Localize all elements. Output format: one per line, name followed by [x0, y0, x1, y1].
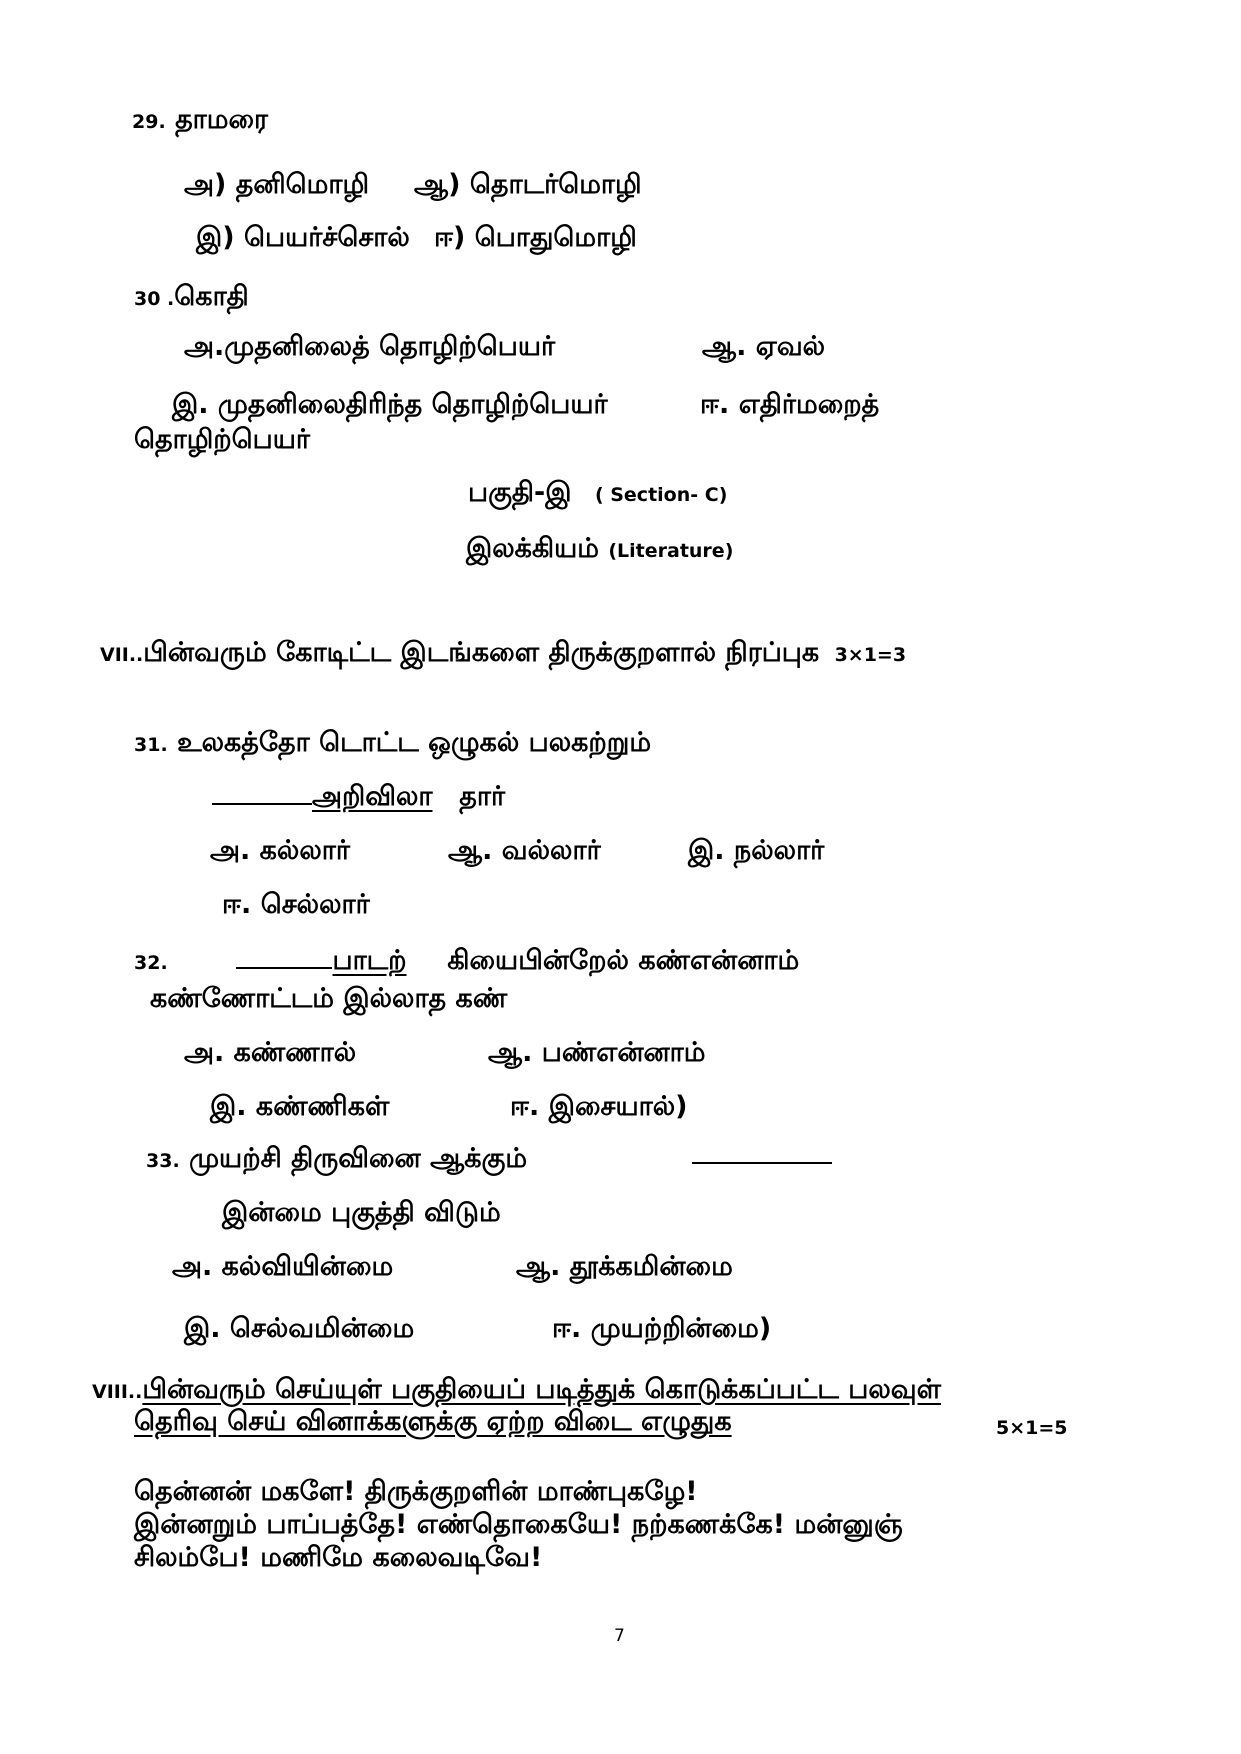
q32-option-i: இ. கண்ணிகள் [210, 1091, 390, 1122]
q32-line2: கண்ணோட்டம் இல்லாத கண் [150, 983, 508, 1014]
section-subtitle [466, 533, 733, 567]
part8-instruction-line1: பின்வரும் செய்யுள் பகுதியைப் படித்துக் கொடுக்கப்பட்ட பலவுள் [142, 1374, 941, 1405]
q31-text-line1: உலகத்தோ டொட்ட ஒழுகல் பலகற்றும் [177, 727, 652, 758]
q32-number: 32. [134, 952, 168, 974]
part7-roman: VII.. [100, 644, 144, 666]
part8-heading-line1 [92, 1374, 941, 1408]
q32-option-aa: ஆ. பண்என்னாம் [488, 1037, 706, 1068]
q29-option-i: இ) பெயர்ச்சொல் [196, 222, 410, 253]
part7-marks: 3×1=3 [834, 644, 907, 666]
q32-option-a: அ. கண்ணால் [184, 1037, 357, 1068]
part8-heading-line2 [134, 1406, 732, 1438]
poem-line2: இன்னறும் பாப்பத்தே! எண்தொகையே! நற்கணக்கே! மன்னுஞ் [134, 1509, 903, 1540]
section-title [468, 477, 727, 511]
q31-option-i: இ. நல்லார் [688, 835, 825, 866]
section-subtitle-english: (Literature) [608, 540, 734, 562]
part7-instruction: பின்வரும் கோடிட்ட இடங்களை திருக்குறளால் நிரப்புக [143, 637, 820, 668]
q30-option-a: அ.முதனிலைத் தொழிற்பெயர் [184, 331, 556, 362]
q31-text-line2-a: அறிவிலா [312, 781, 433, 812]
section-title-english: ( Section- C) [594, 484, 728, 506]
section-title-tamil: பகுதி-இ [468, 477, 572, 508]
part8-marks: 5×1=5 [996, 1417, 1068, 1439]
q33-option-a: அ. கல்வியின்மை [172, 1251, 394, 1282]
q33-number: 33. [146, 1150, 180, 1172]
q32-line1 [134, 945, 799, 979]
q29-number: 29. [132, 111, 166, 133]
part7-heading [100, 637, 906, 671]
q30-option-aa: ஆ. ஏவல் [702, 331, 826, 362]
q30-word: கொதி [174, 281, 249, 312]
q32-option-ii: ஈ. இசையால்) [510, 1091, 688, 1122]
q31-option-ii: ஈ. செல்லார் [222, 889, 370, 920]
q30-option-ii: ஈ. எதிர்மறைத் [700, 389, 880, 420]
q30-option-ii-continued: தொழிற்பெயர் [134, 424, 311, 455]
q31-line1 [134, 727, 651, 761]
q33-blank[interactable] [692, 1162, 832, 1164]
q29-line [132, 104, 268, 138]
q33-option-aa: ஆ. தூக்கமின்மை [516, 1251, 733, 1282]
q32-blank[interactable] [236, 967, 332, 969]
q29-word: தாமரை [175, 104, 268, 135]
q30-number: 30 . [134, 288, 175, 310]
poem-line1: தென்னன் மகளே! திருக்குறளின் மாண்புகழே! [134, 1476, 698, 1507]
section-subtitle-tamil: இலக்கியம் [466, 533, 599, 564]
page-number: 7 [614, 1626, 625, 1646]
q31-option-a: அ. கல்லார் [210, 835, 350, 866]
q30-line [134, 281, 249, 315]
q31-number: 31. [134, 734, 168, 756]
q33-line1 [146, 1143, 527, 1177]
q31-option-aa: ஆ. வல்லார் [448, 835, 601, 866]
q33-line2: இன்மை புகுத்தி விடும் [222, 1197, 501, 1228]
q31-blank[interactable] [212, 803, 312, 805]
poem-line3: சிலம்பே! மணிமே கலைவடிவே! [134, 1542, 543, 1573]
q33-option-ii: ஈ. முயற்றின்மை) [552, 1313, 772, 1344]
part8-instruction-line2: தெரிவு செய் வினாக்களுக்கு ஏற்ற விடை எழுதுக [134, 1406, 732, 1437]
q33-option-i: இ. செல்வமின்மை [184, 1313, 415, 1344]
q31-text-line2-b: தார் [459, 781, 506, 812]
q30-option-i: இ. முதனிலைதிரிந்த தொழிற்பெயர் [172, 389, 608, 420]
part8-roman: VIII.. [92, 1381, 143, 1403]
q32-text-line1-b: கியைபின்றேல் கண்என்னாம் [447, 945, 800, 976]
q32-text-line1-a: பாடற் [332, 945, 407, 976]
q33-text-line1: முயற்சி திருவினை ஆக்கும் [189, 1143, 528, 1174]
q31-line2 [212, 781, 505, 813]
q29-option-ii: ஈ) பொதுமொழி [434, 222, 637, 253]
q29-option-a: அ) தனிமொழி [184, 169, 370, 200]
q29-option-aa: ஆ) தொடர்மொழி [414, 169, 642, 200]
